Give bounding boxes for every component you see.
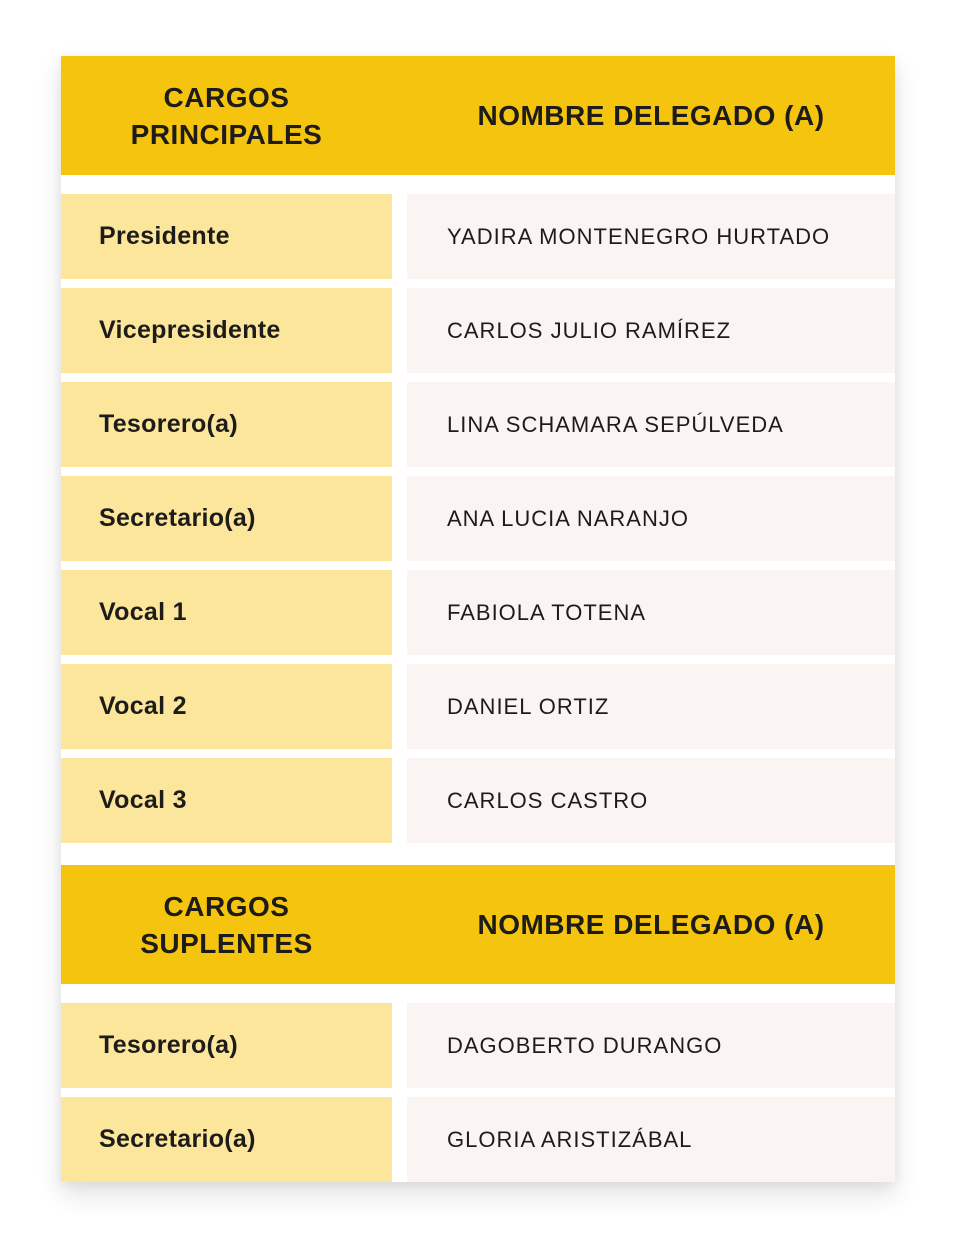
principales-header-cargo-label: CARGOS PRINCIPALES [130, 81, 323, 150]
suplentes-header-row [61, 865, 895, 984]
cargo-cell: Tesorero(a) [61, 382, 392, 467]
nombre-cell: GLORIA ARISTIZÁBAL [407, 1097, 895, 1182]
cargo-cell: Secretario(a) [61, 476, 392, 561]
section-gap [61, 843, 895, 865]
principales-header-nombre-cell [407, 56, 895, 175]
suplentes-header-cargo-label: CARGOS SUPLENTES [140, 890, 313, 959]
table-row [61, 194, 895, 279]
table-row [61, 476, 895, 561]
table-row [61, 758, 895, 843]
nombre-cell: ANA LUCIA NARANJO [407, 476, 895, 561]
cargo-cell: Vocal 3 [61, 758, 392, 843]
nombre-cell: FABIOLA TOTENA [407, 570, 895, 655]
nombre-cell: CARLOS CASTRO [407, 758, 895, 843]
cargo-cell: Secretario(a) [61, 1097, 392, 1182]
nombre-cell: DAGOBERTO DURANGO [407, 1003, 895, 1088]
table-row [61, 664, 895, 749]
suplentes-header-nombre-cell [407, 865, 895, 984]
nombre-cell: YADIRA MONTENEGRO HURTADO [407, 194, 895, 279]
delegates-table [61, 56, 895, 1182]
nombre-cell: LINA SCHAMARA SEPÚLVEDA [407, 382, 895, 467]
cargo-cell: Tesorero(a) [61, 1003, 392, 1088]
cargo-cell: Vicepresidente [61, 288, 392, 373]
table-row [61, 1097, 895, 1182]
principales-header-cargo-cell [61, 56, 392, 175]
cargo-cell: Presidente [61, 194, 392, 279]
suplentes-header-nombre-label: NOMBRE DELEGADO (A) [477, 909, 825, 940]
principales-header-nombre-label: NOMBRE DELEGADO (A) [477, 100, 825, 131]
nombre-cell: DANIEL ORTIZ [407, 664, 895, 749]
nombre-cell: CARLOS JULIO RAMÍREZ [407, 288, 895, 373]
cargo-cell: Vocal 1 [61, 570, 392, 655]
cargo-cell: Vocal 2 [61, 664, 392, 749]
table-row [61, 382, 895, 467]
table-row [61, 288, 895, 373]
suplentes-header-cargo-cell [61, 865, 392, 984]
table-row [61, 1003, 895, 1088]
table-row [61, 570, 895, 655]
principales-header-row [61, 56, 895, 175]
